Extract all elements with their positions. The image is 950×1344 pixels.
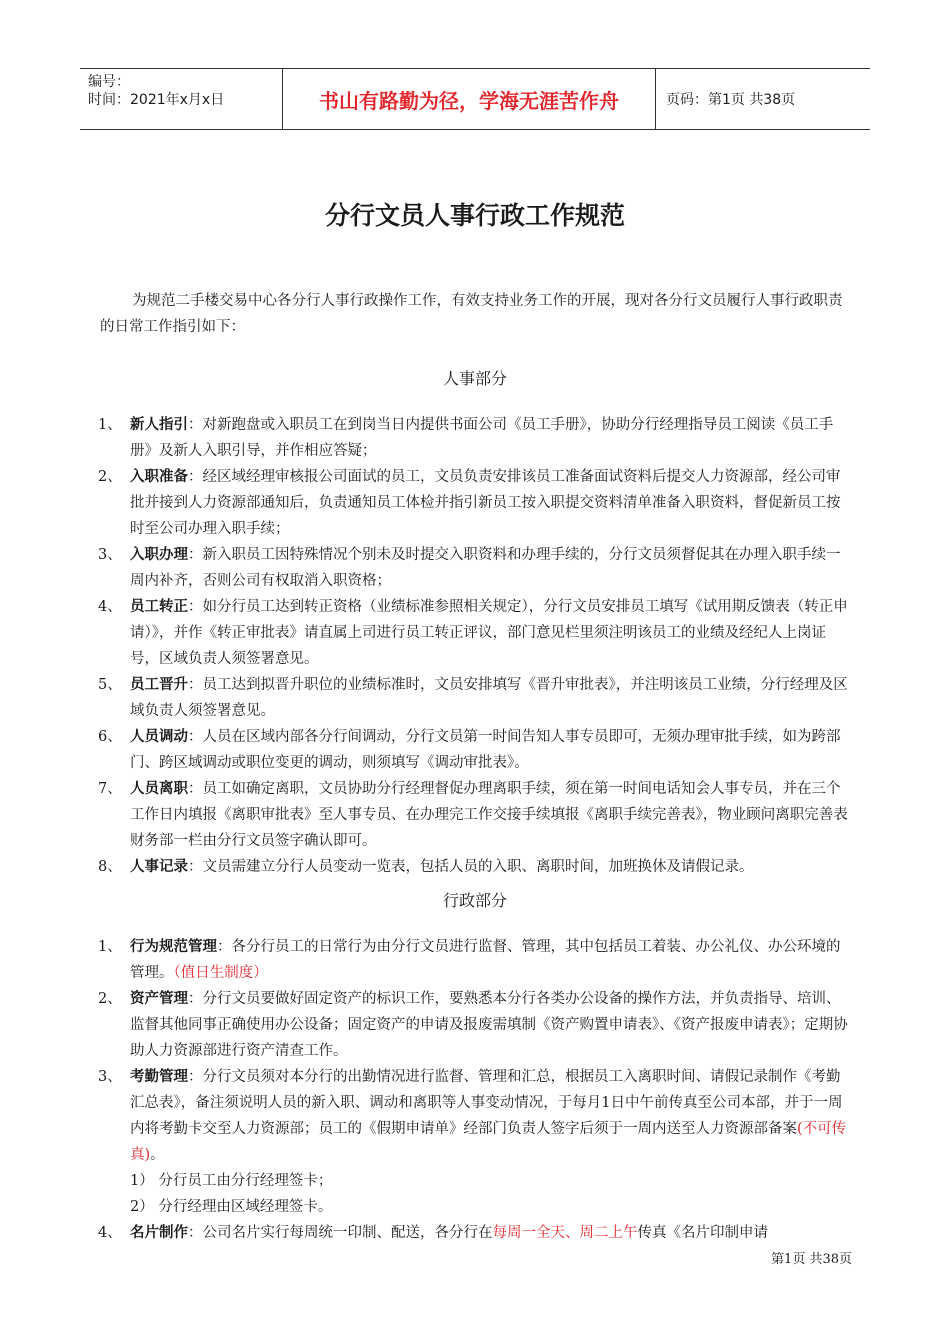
item-text: ：公司名片实行每周统一印制、配送，各分行在 [188, 1225, 493, 1241]
item-text: ：人员在区域内部各分行间调动，分行文员第一时间告知人事专员即可，无须办理审批手续，如为跨部门、跨区域调动或职位变更的调动，则须填写《调动审批表》。 [130, 729, 841, 771]
item-label: 入职办理 [130, 547, 188, 563]
item-label: 新人指引 [130, 417, 188, 433]
item-label: 人员离职 [130, 781, 188, 797]
sub-item: 1） 分行员工由分行经理签卡； [130, 1173, 333, 1189]
list-item [0, 986, 950, 1064]
header-page-number: 页码：第1页 共38页 [666, 92, 796, 108]
item-label: 考勤管理 [130, 1069, 188, 1085]
item-text: ：员工达到拟晋升职位的业绩标准时，文员安排填写《晋升审批表》，并注明该员工业绩，分行经理及区域负责人须签署意见。 [130, 677, 848, 719]
page-header [80, 68, 870, 130]
item-text: ：对新跑盘或入职员工在到岗当日内提供书面公司《员工手册》，协助分行经理指导员工阅读《员工手册》及新人入职引导，并作相应答疑； [130, 417, 834, 459]
item-text: ：各分行员工的日常行为由分行文员进行监督、管理，其中包括员工着装、办公礼仪、办公环境的管理。 [130, 939, 841, 981]
list-item [0, 672, 950, 724]
item-number: 4、 [98, 599, 122, 615]
item-label: 员工转正 [130, 599, 188, 615]
header-meta [80, 69, 282, 129]
item-label: 员工晋升 [130, 677, 188, 693]
item-number: 1、 [98, 417, 122, 433]
doc-number-label: 编号： [88, 74, 130, 90]
section-heading-hr: 人事部分 [442, 369, 507, 388]
item-tail: 。 [150, 1147, 165, 1163]
doc-time: 时间：2021年x月x日 [88, 92, 225, 108]
item-text: ：经区域经理审核报公司面试的员工，文员负责安排该员工准备面试资料后提交人力资源部，经公司审批并接到人力资源部通知后，负责通知员工体检并指引新员工按入职提交资料清单准备入职资料，督促新员工按时至公司办理入职手续； [130, 469, 841, 537]
list-item [0, 1220, 950, 1246]
list-item [0, 412, 950, 464]
list-item [0, 594, 950, 672]
item-tail: 传真《名片印制申请 [637, 1225, 768, 1241]
item-highlight: 每周一全天、周二上午 [492, 1225, 638, 1241]
item-number: 4、 [98, 1225, 122, 1241]
item-label: 人员调动 [130, 729, 188, 745]
item-number: 1、 [98, 939, 122, 955]
item-number: 5、 [98, 677, 122, 693]
list-item [0, 464, 950, 542]
item-text: ：分行文员要做好固定资产的标识工作，要熟悉本分行各类办公设备的操作方法，并负责指导、培训、监督其他同事正确使用办公设备；固定资产的申请及报废需填制《资产购置申请表》、《资产报废申请表》；定期协助人力资源部进行资产清查工作。 [130, 991, 848, 1059]
list-item [0, 854, 950, 880]
item-label: 人事记录 [130, 859, 188, 875]
item-text: ：员工如确定离职，文员协助分行经理督促办理离职手续，须在第一时间电话知会人事专员，并在三个工作日内填报《离职审批表》至人事专员、在办理完工作交接手续填报《离职手续完善表》，物业顾问离职完善表财务部一栏由分行文员签字确认即可。 [130, 781, 848, 849]
document-title: 分行文员人事行政工作规范 [324, 201, 625, 230]
item-number: 2、 [98, 469, 122, 485]
item-label: 入职准备 [130, 469, 188, 485]
hr-list [0, 412, 950, 880]
item-label: 名片制作 [130, 1225, 188, 1241]
sub-item: 2） 分行经理由区域经理签卡。 [130, 1199, 333, 1215]
item-number: 3、 [98, 1069, 122, 1085]
item-label: 资产管理 [130, 991, 188, 1007]
page-footer: 第1页 共38页 [771, 1252, 852, 1267]
header-motto: 书山有路勤为径，学海无涯苦作舟 [282, 69, 656, 129]
item-text: ：新入职员工因特殊情况个别未及时提交入职资料和办理手续的，分行文员须督促其在办理入职手续一周内补齐，否则公司有权取消入职资格； [130, 547, 841, 589]
list-item [0, 724, 950, 776]
item-highlight: (不可传真) [130, 1121, 847, 1163]
intro-paragraph: 为规范二手楼交易中心各分行人事行政操作工作，有效支持业务工作的开展，现对各分行文员履行人事行政职责的日常工作指引如下： [100, 293, 843, 335]
admin-list [0, 934, 950, 1246]
item-highlight: （值日生制度） [173, 965, 268, 981]
list-item [0, 776, 950, 854]
list-item [0, 1064, 950, 1220]
item-number: 6、 [98, 729, 122, 745]
item-text: ：文员需建立分行人员变动一览表，包括人员的入职、离职时间，加班换休及请假记录。 [188, 859, 754, 875]
item-number: 3、 [98, 547, 122, 563]
item-number: 7、 [98, 781, 122, 797]
section-heading-admin: 行政部分 [442, 891, 507, 910]
item-number: 8、 [98, 859, 122, 875]
list-item [0, 934, 950, 986]
item-label: 行为规范管理 [130, 939, 217, 955]
item-text: ：分行文员须对本分行的出勤情况进行监督、管理和汇总，根据员工入离职时间、请假记录制作《考勤汇总表》，备注须说明人员的新入职、调动和离职等人事变动情况，于每月1日中午前传真至公司本部，并于一周内将考勤卡交至人力资源部；员工的《假期申请单》经部门负责人签字后须于一周内送至人力资源部备案 [130, 1069, 843, 1137]
item-text: ：如分行员工达到转正资格（业绩标准参照相关规定），分行文员安排员工填写《试用期反馈表（转正申请）》，并作《转正审批表》请直属上司进行员工转正评议，部门意见栏里须注明该员工的业绩及经纪人上岗证号，区域负责人须签署意见。 [130, 599, 848, 667]
item-number: 2、 [98, 991, 122, 1007]
list-item [0, 542, 950, 594]
